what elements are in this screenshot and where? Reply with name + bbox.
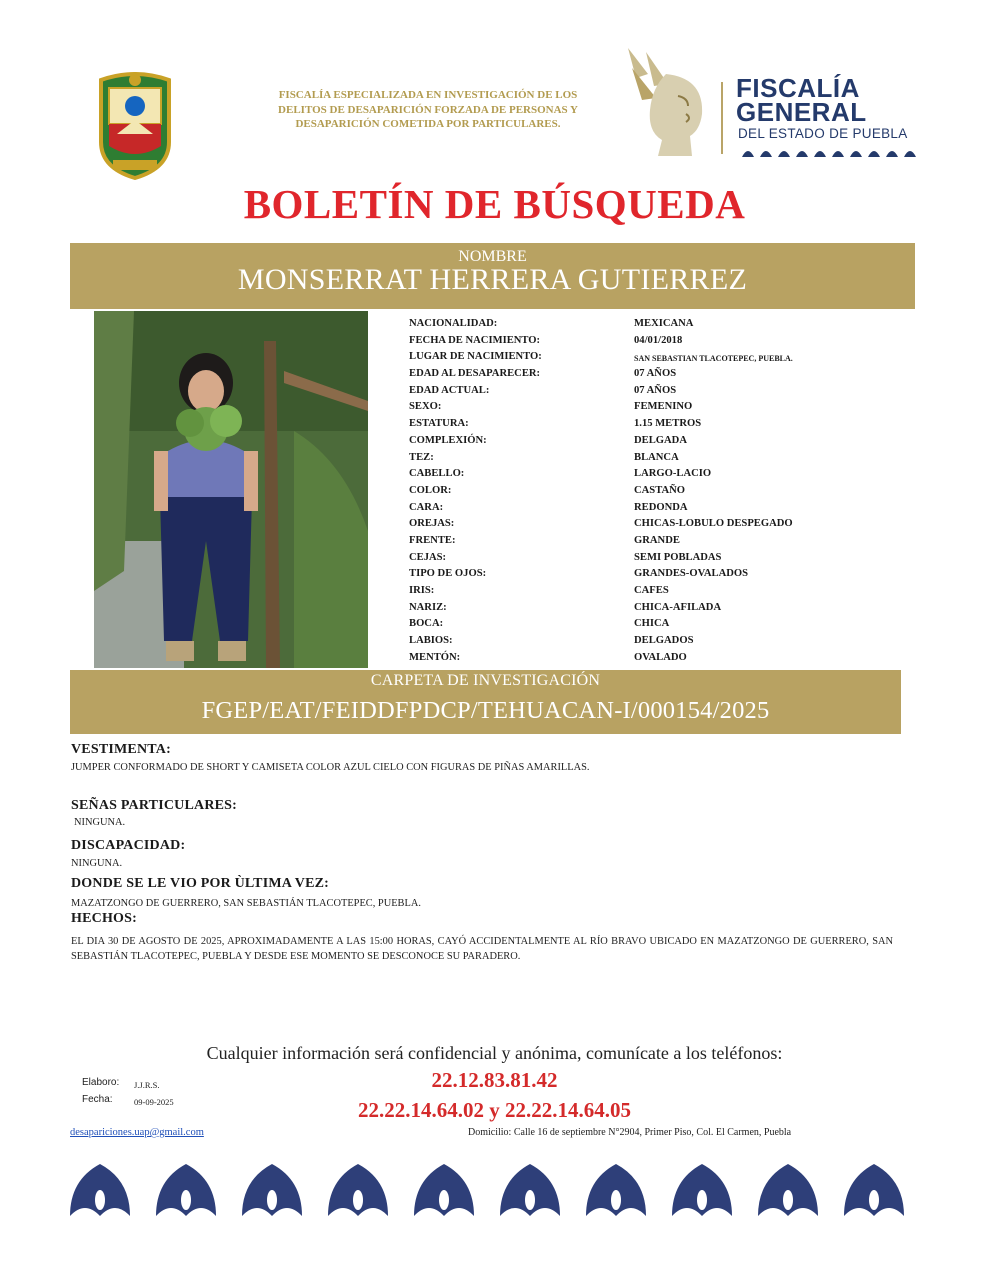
detail-value: SAN SEBASTIAN TLACOTEPEC, PUEBLA.: [634, 354, 793, 364]
facts-heading: HECHOS:: [71, 911, 137, 926]
detail-value: 07 AÑOS: [634, 368, 677, 380]
bulletin-title: BOLETÍN DE BÚSQUEDA: [243, 181, 746, 227]
footer-ornament: [60, 1160, 940, 1218]
puebla-state-seal: [95, 72, 175, 180]
detail-value: 04/01/2018: [634, 334, 683, 346]
detail-label: OREJAS:: [409, 518, 455, 530]
person-name: MONSERRAT HERRERA GUTIERREZ: [237, 263, 748, 296]
detail-row-ears: [409, 518, 909, 535]
detail-row-nationality: [409, 318, 909, 335]
detail-row-height: [409, 418, 909, 435]
detail-value: MEXICANA: [634, 318, 694, 329]
phone-line-1: 22.12.83.81.42: [431, 1068, 558, 1092]
detail-row-iris: [409, 585, 909, 602]
person-details: [409, 318, 909, 668]
contact-message: Cualquier información será confidencial y anónima, comunícate a los teléfonos:: [206, 1043, 783, 1063]
clothing-heading: VESTIMENTA:: [71, 742, 171, 757]
investigation-number: FGEP/EAT/FEIDDFPDCP/TEHUACAN-I/000154/2025: [201, 697, 770, 724]
detail-label: COMPLEXIÓN:: [409, 434, 487, 446]
clothing-text: JUMPER CONFORMADO DE SHORT Y CAMISETA COLOR AZUL CIELO CON FIGURAS DE PIÑAS AMARILLAS.: [71, 762, 590, 773]
email-link[interactable]: desapariciones.uap@gmail.com: [70, 1127, 204, 1138]
fge-title-line1: FISCALÍA: [736, 73, 860, 103]
detail-value: CHICA-AFILADA: [634, 601, 722, 613]
detail-label: BOCA:: [409, 618, 444, 630]
disability-text: NINGUNA.: [71, 858, 123, 869]
detail-label: EDAD ACTUAL:: [409, 384, 490, 396]
detail-row-mouth: [409, 618, 909, 635]
detail-label: CARA:: [409, 501, 444, 513]
marks-heading: SEÑAS PARTICULARES:: [71, 798, 238, 813]
detail-row-sex: [409, 401, 909, 418]
phone-line-2: 22.22.14.64.02 y 22.22.14.64.05: [358, 1098, 631, 1122]
detail-label: CABELLO:: [409, 468, 465, 480]
detail-value: GRANDE: [634, 534, 680, 546]
detail-label: LABIOS:: [409, 635, 453, 647]
agency-name: FISCALÍA ESPECIALIZADA EN INVESTIGACIÓN DE LOS DELITOS DE DESAPARICIÓN FORZADA DE PERSONAS Y DESAPARICIÓN COMETIDA POR PARTICULARES.: [278, 89, 578, 130]
detail-value: 07 AÑOS: [634, 384, 677, 396]
elaboro-value: J.J.R.S.: [134, 1080, 160, 1090]
investigation-band: [70, 670, 901, 734]
detail-value: DELGADOS: [634, 635, 694, 647]
detail-value: CASTAÑO: [634, 484, 686, 496]
fge-ornament-strip: [738, 145, 918, 159]
detail-row-birthdate: [409, 335, 909, 352]
detail-label: EDAD AL DESAPARECER:: [409, 368, 541, 380]
detail-label: TIPO DE OJOS:: [409, 568, 487, 580]
fge-subtitle: DEL ESTADO DE PUEBLA: [738, 126, 908, 141]
detail-label: COLOR:: [409, 484, 452, 496]
detail-value: CHICAS-LOBULO DESPEGADO: [634, 518, 793, 530]
investigation-label: CARPETA DE INVESTIGACIÓN: [370, 672, 601, 689]
fecha-label: Fecha:: [82, 1094, 113, 1105]
detail-row-forehead: [409, 535, 909, 552]
detail-value: CAFES: [634, 585, 669, 596]
name-band: [70, 243, 915, 309]
detail-value: SEMI POBLADAS: [634, 551, 722, 563]
logo-divider: [721, 82, 723, 154]
address-text: Domicilio: Calle 16 de septiembre N°2904, Primer Piso, Col. El Carmen, Puebla: [468, 1127, 792, 1138]
fge-profile-logo: [618, 44, 714, 158]
name-label: NOMBRE: [458, 248, 527, 265]
missing-person-photo: [94, 311, 368, 668]
detail-value: REDONDA: [634, 501, 688, 513]
detail-label: TEZ:: [409, 451, 434, 463]
detail-value: OVALADO: [634, 651, 687, 663]
detail-value: DELGADA: [634, 434, 687, 446]
last-seen-heading: DONDE SE LE VIO POR ÙLTIMA VEZ:: [71, 876, 330, 891]
detail-row-skin: [409, 452, 909, 469]
detail-row-eyebrows: [409, 552, 909, 569]
detail-row-lips: [409, 635, 909, 652]
fecha-value: 09-09-2025: [134, 1097, 174, 1107]
detail-row-color: [409, 485, 909, 502]
detail-row-face: [409, 502, 909, 519]
detail-value: LARGO-LACIO: [634, 468, 712, 480]
detail-label: FECHA DE NACIMIENTO:: [409, 334, 541, 346]
detail-label: ESTATURA:: [409, 418, 469, 430]
detail-row-chin: [409, 652, 909, 669]
elaboro-label: Elaboro:: [82, 1077, 120, 1088]
last-seen-text: MAZATZONGO DE GUERRERO, SAN SEBASTIÁN TLACOTEPEC, PUEBLA.: [71, 898, 421, 909]
detail-label: CEJAS:: [409, 551, 447, 563]
detail-value: BLANCA: [634, 451, 679, 463]
detail-label: SEXO:: [409, 401, 442, 413]
detail-value: FEMENINO: [634, 401, 693, 413]
disability-heading: DISCAPACIDAD:: [71, 838, 186, 853]
marks-text: NINGUNA.: [74, 817, 126, 828]
detail-row-eye-type: [409, 568, 909, 585]
detail-value: GRANDES-OVALADOS: [634, 568, 749, 580]
fge-title-line2: GENERAL: [736, 97, 867, 127]
detail-label: NARIZ:: [409, 601, 447, 613]
detail-value: 1.15 METROS: [634, 418, 702, 430]
detail-value: CHICA: [634, 618, 670, 630]
detail-row-build: [409, 435, 909, 452]
detail-row-hair: [409, 468, 909, 485]
detail-label: MENTÓN:: [409, 651, 461, 663]
detail-row-current-age: [409, 385, 909, 402]
detail-label: LUGAR DE NACIMIENTO:: [409, 351, 542, 363]
detail-label: NACIONALIDAD:: [409, 318, 498, 329]
detail-row-nose: [409, 602, 909, 619]
detail-row-birthplace: [409, 351, 909, 368]
detail-label: FRENTE:: [409, 534, 456, 546]
facts-text: EL DIA 30 DE AGOSTO DE 2025, APROXIMADAMENTE A LAS 15:00 HORAS, CAYÓ ACCIDENTALMENTE AL RÍO BRAVO UBICADO EN MAZATZONGO DE GUERRERO, SAN SEBASTIÁN TLACOTEPEC, PUEBLA Y DESDE ESE MOMENTO SE DESCONOCE SU PARADERO.: [71, 936, 893, 962]
detail-row-age-missing: [409, 368, 909, 385]
detail-label: IRIS:: [409, 585, 435, 596]
fge-title: [736, 73, 867, 127]
